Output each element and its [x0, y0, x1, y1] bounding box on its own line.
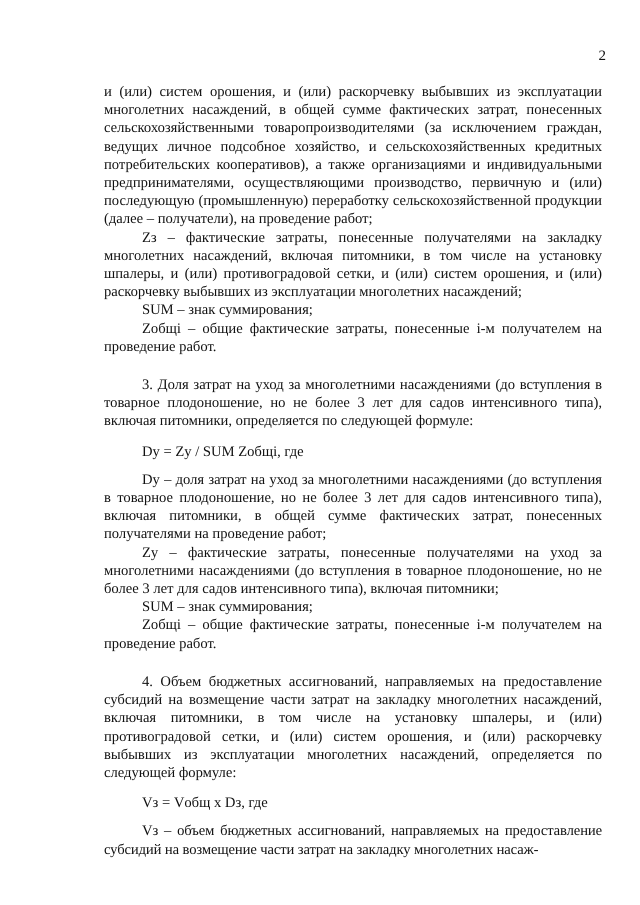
formula-vz: Vз = Vобщ x Dз, где [142, 795, 268, 812]
definition-sum-2: SUM – знак суммирования; [142, 599, 313, 616]
page-number: 2 [598, 48, 606, 64]
definition-zz: Zз – фактические затраты, понесенные получателями на закладку многолетних насаждений, включая питомники, в том числе на установку шпалеры, и (или) противоградовой сетки, и (или) систем орошения, и (или) раскорчевку выбывших из эксплуатации многолетних насаждений; [104, 229, 602, 301]
formula-dy: Dу = Zу / SUM Zобщi, где [142, 443, 304, 460]
definition-zobshi-2: Zобщi – общие фактические затраты, понесенные i-м получателем на проведение работ. [104, 617, 602, 652]
definition-zobshi-1: Zобщi – общие фактические затраты, понесенные i-м получателем на проведение работ. [104, 320, 602, 355]
definition-sum-1: SUM – знак суммирования; [142, 302, 313, 319]
paragraph-continued: и (или) систем орошения, и (или) раскорчевку выбывших из эксплуатации многолетних насаждений, в общей сумме фактических затрат, понесенных сельскохозяйственными товаропроизводителями (за исключением граждан, ведущих личное подсобное хозяйство, и сельскохозяйственных кредитных потребительских кооперативов), а также организациями и индивидуальными предпринимателями, осуществляющими производство, первичную и (или) последующую (промышленную) переработку сельскохозяйственной продукции (далее – получатели), на проведение работ; [104, 84, 602, 228]
definition-zy: Zу – фактические затраты, понесенные получателями на уход за многолетними насаждениями (до вступления в товарное плодоношение, но не более 3 лет для садов интенсивного типа), включая питомники; [104, 544, 602, 598]
definition-vz: Vз – объем бюджетных ассигнований, направляемых на предоставление субсидий на возмещение части затрат на закладку многолетних насаж- [104, 823, 602, 858]
clause-4: 4. Объем бюджетных ассигнований, направляемых на предоставление субсидий на возмещение части затрат на закладку многолетних насаждений, включая питомники, в том числе на установку шпалеры, и (или) противоградовой сетки, и (или) систем орошения, и (или) раскорчевку выбывших из эксплуатации многолетних насаждений, определяется по следующей формуле: [104, 673, 602, 781]
document-body [104, 83, 602, 859]
definition-dy: Dу – доля затрат на уход за многолетними насаждениями (до вступления в товарное плодоношение, но не более 3 лет для садов интенсивного типа), включая питомники, в общей сумме фактических затрат, понесенных получателями на проведение работ; [104, 471, 602, 543]
clause-3: 3. Доля затрат на уход за многолетними насаждениями (до вступления в товарное плодоношение, но не более 3 лет для садов интенсивного типа), включая питомники, определяется по следующей формуле: [104, 377, 602, 430]
